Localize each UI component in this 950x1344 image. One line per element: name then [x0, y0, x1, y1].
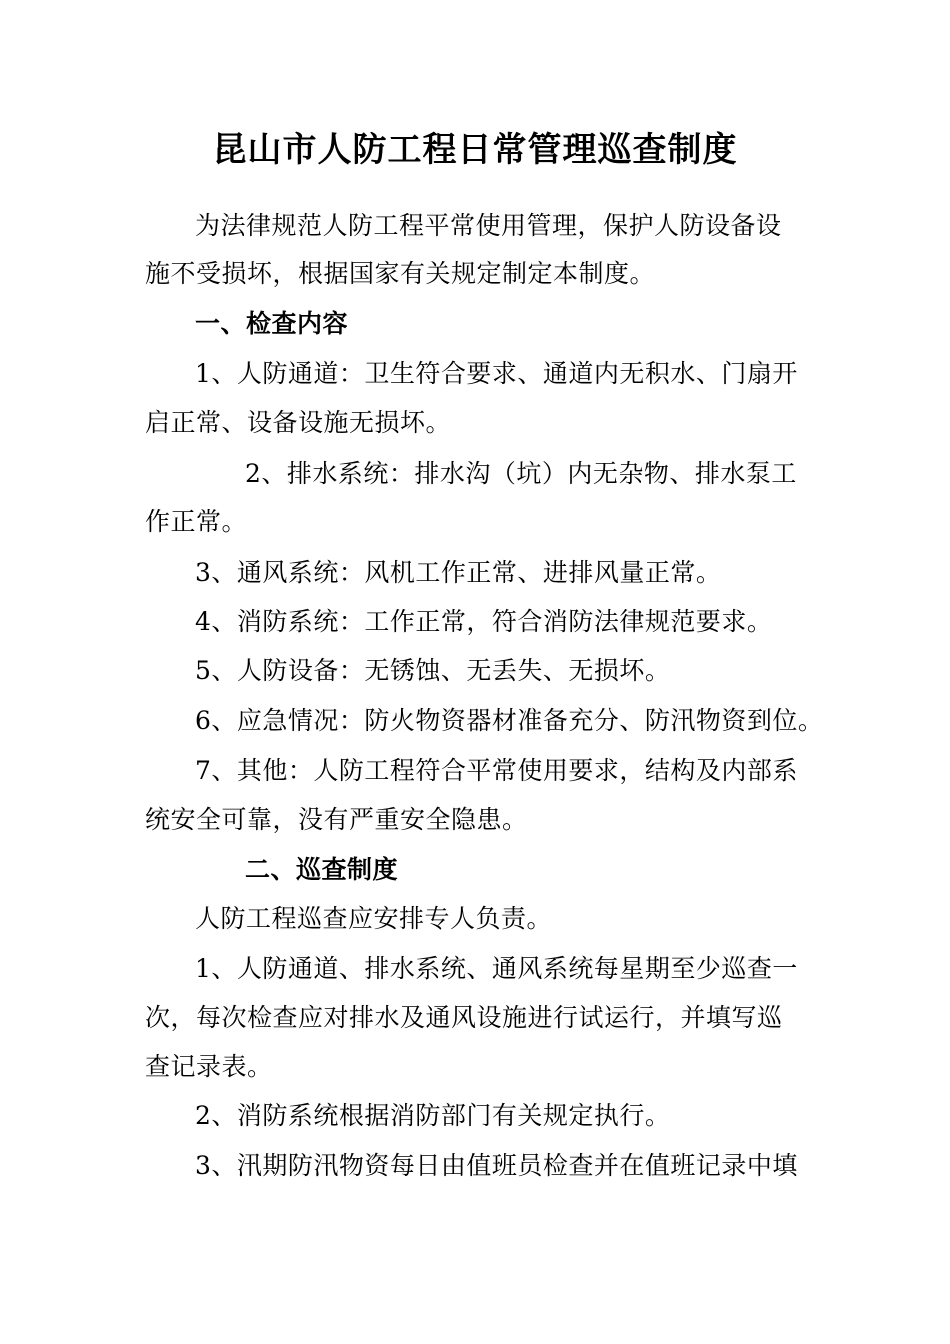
patrol-item-1-line-1: 1、人防通道、排水系统、通风系统每星期至少巡查一 — [195, 954, 798, 983]
intro-line-2: 施不受损坏，根据国家有关规定制定本制度。 — [145, 259, 656, 288]
section-heading-patrol-system: 二、巡查制度 — [245, 855, 399, 884]
item-1-line-1: 1、人防通道：卫生符合要求、通道内无积水、门扇开 — [195, 359, 798, 388]
item-3-line: 3、通风系统：风机工作正常、进排风量正常。 — [195, 558, 722, 587]
patrol-item-3-line-1: 3、汛期防汛物资每日由值班员检查并在值班记录中填 — [195, 1151, 798, 1180]
item-2-line-1: 2、排水系统：排水沟（坑）内无杂物、排水泵工 — [245, 459, 797, 488]
document-title: 昆山市人防工程日常管理巡查制度 — [212, 130, 738, 170]
item-5-line: 5、人防设备：无锈蚀、无丢失、无损坏。 — [195, 656, 671, 685]
item-1-line-2: 启正常、设备设施无损坏。 — [145, 408, 452, 437]
item-4-line: 4、消防系统：工作正常，符合消防法律规范要求。 — [195, 607, 773, 636]
patrol-intro-line: 人防工程巡查应安排专人负责。 — [195, 904, 553, 933]
section-heading-inspection-content: 一、检查内容 — [195, 309, 349, 338]
item-2-line-2: 作正常。 — [145, 507, 248, 536]
patrol-item-1-line-2: 次，每次检查应对排水及通风设施进行试运行，并填写巡 — [145, 1003, 783, 1032]
item-6-line: 6、应急情况：防火物资器材准备充分、防汛物资到位。 — [195, 706, 824, 735]
item-7-line-1: 7、其他：人防工程符合平常使用要求，结构及内部系 — [195, 756, 798, 785]
patrol-item-1-line-3: 查记录表。 — [145, 1052, 273, 1081]
patrol-item-2-line: 2、消防系统根据消防部门有关规定执行。 — [195, 1101, 671, 1130]
item-7-line-2: 统安全可靠，没有严重安全隐患。 — [145, 805, 528, 834]
intro-line-1: 为法律规范人防工程平常使用管理，保护人防设备设 — [195, 211, 782, 240]
